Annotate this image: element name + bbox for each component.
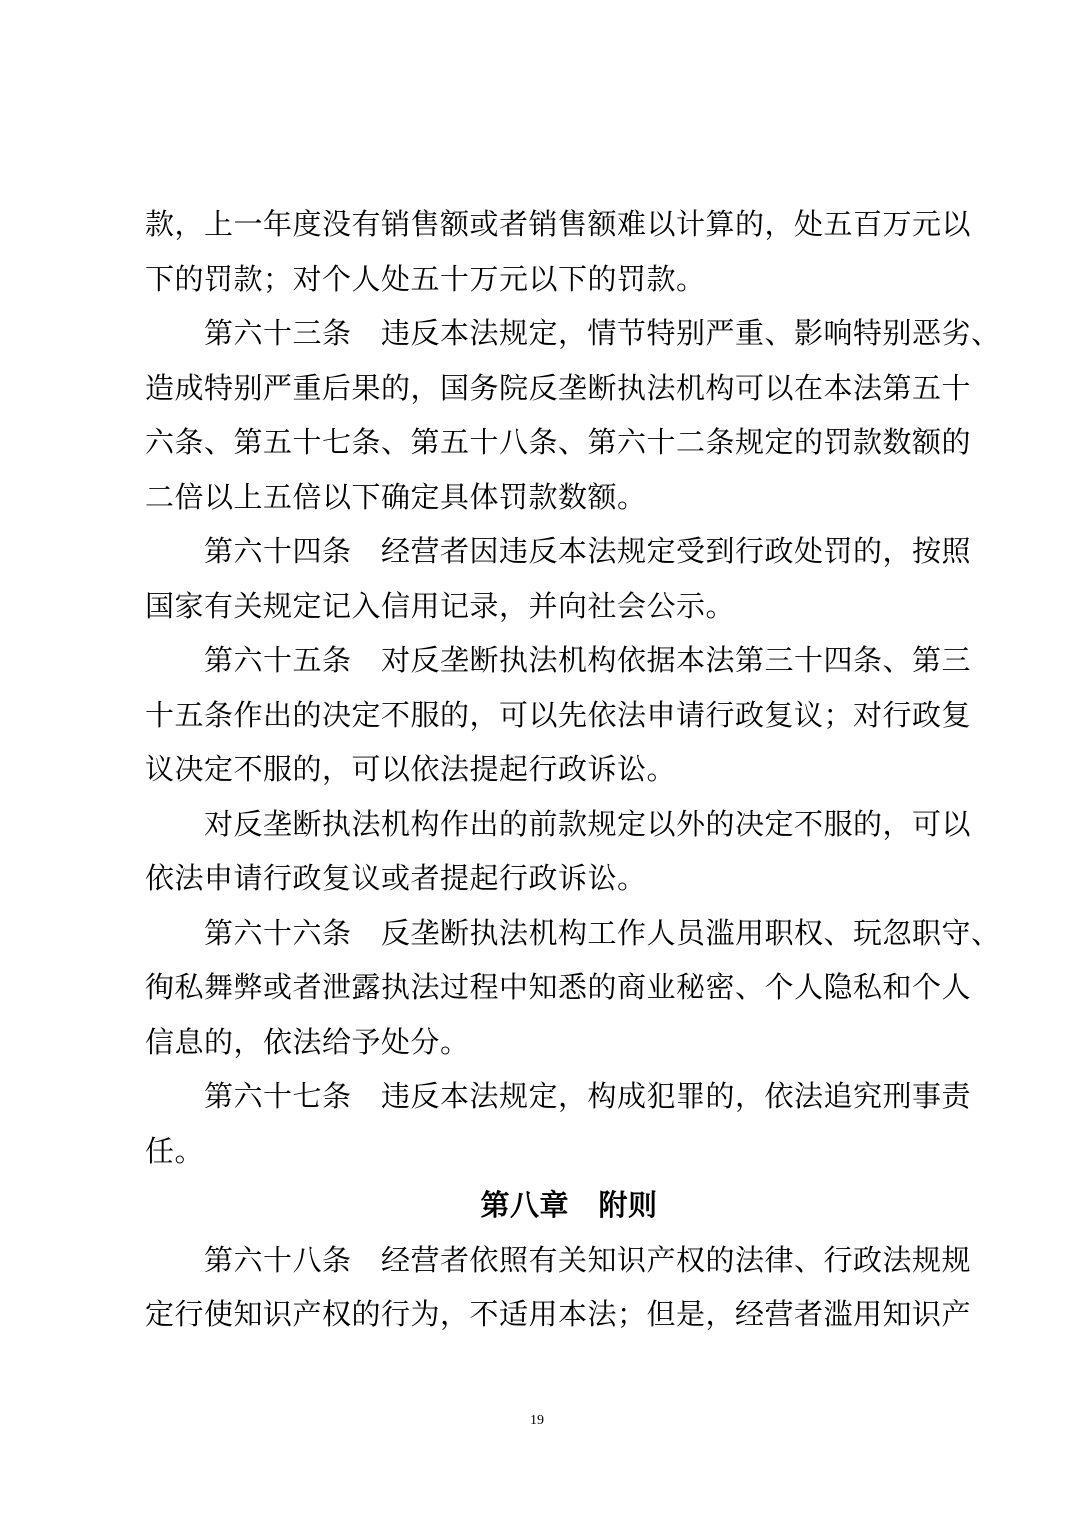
text-line: 信息的，依法给予处分。 — [145, 1024, 470, 1059]
page-number: 19 — [530, 1413, 544, 1428]
text-line: 下的罚款；对个人处五十万元以下的罚款。 — [145, 261, 706, 296]
text-line: 六条、第五十七条、第五十八条、第六十二条规定的罚款数额的 — [145, 425, 972, 459]
text-line: 定行使知识产权的行为，不适用本法；但是，经营者滥用知识产 — [145, 1297, 972, 1331]
text-line: 议决定不服的，可以依法提起行政诉讼。 — [145, 752, 677, 786]
text-line: 国家有关规定记入信用记录，并向社会公示。 — [145, 588, 736, 623]
text-line: 徇私舞弊或者泄露执法过程中知悉的商业秘密、个人隐私和个人 — [145, 970, 972, 1004]
article-65-start: 第六十五条 对反垄断执法机构依据本法第三十四条、第三 — [145, 643, 972, 677]
text-line: 任。 — [145, 1133, 205, 1168]
document-body — [145, 197, 1001, 1342]
article-66-start: 第六十六条 反垄断执法机构工作人员滥用职权、玩忽职守、 — [145, 915, 1001, 950]
article-68-start: 第六十八条 经营者依照有关知识产权的法律、行政法规规 — [145, 1242, 972, 1277]
text-line: 款，上一年度没有销售额或者销售额难以计算的，处五百万元以 — [145, 207, 972, 241]
article-64-start: 第六十四条 经营者因违反本法规定受到行政处罚的，按照 — [145, 534, 972, 568]
chapter-heading: 第八章 附则 — [480, 1188, 658, 1222]
text-line: 二倍以上五倍以下确定具体罚款数额。 — [145, 479, 647, 514]
text-line: 十五条作出的决定不服的，可以先依法申请行政复议；对行政复 — [145, 697, 972, 732]
article-67-start: 第六十七条 违反本法规定，构成犯罪的，依法追究刑事责 — [145, 1079, 972, 1113]
text-line: 依法申请行政复议或者提起行政诉讼。 — [145, 861, 647, 895]
text-line: 造成特别严重后果的，国务院反垄断执法机构可以在本法第五十 — [145, 370, 972, 405]
paragraph-start: 对反垄断执法机构作出的前款规定以外的决定不服的，可以 — [145, 806, 972, 841]
article-63-start: 第六十三条 违反本法规定，情节特别严重、影响特别恶劣、 — [145, 316, 1001, 350]
